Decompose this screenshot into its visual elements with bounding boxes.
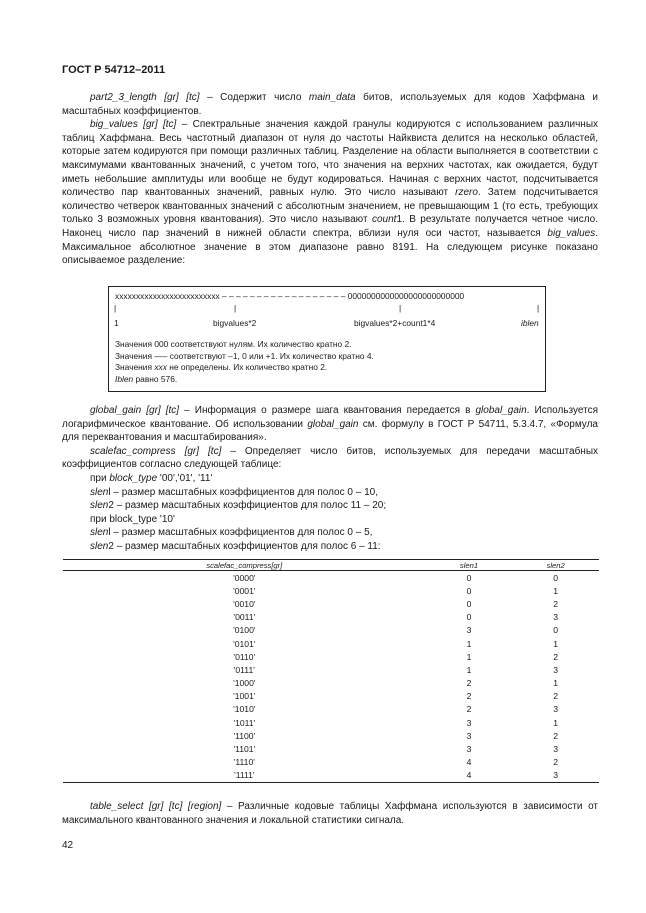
table-cell: 3 bbox=[466, 730, 472, 741]
table-cell: 3 bbox=[553, 612, 559, 623]
table-cell: 2 bbox=[553, 651, 559, 662]
line-slen1-b: slenl – размер масштабных коэффициентов для полос 0 – 5, bbox=[90, 527, 373, 539]
table-row bbox=[63, 571, 599, 585]
table-cell: '1011' bbox=[233, 717, 256, 728]
table-cell: 2 bbox=[466, 678, 472, 689]
paragraph-table-select: table_select [gr] [tc] [region] – Различные кодовые таблицы Хаффмана используются в зависимости от максимального квантованного значения и локальной статистики сигнала. bbox=[62, 801, 599, 826]
scalefac-table bbox=[63, 559, 599, 783]
table-cell: '0001' bbox=[233, 585, 256, 596]
paragraph-scalefac-compress: scalefac_compress [gr] [tc] – Определяет число битов, используемых для передачи масштабных коэффициентов согласно следующей таблице: bbox=[62, 445, 599, 471]
table-row bbox=[63, 756, 599, 769]
tick-mark: | bbox=[114, 303, 117, 313]
tick-mark: | bbox=[537, 303, 540, 313]
label-start: 1 bbox=[114, 318, 119, 328]
partition-line: xxxxxxxxxxxxxxxxxxxxxxxxx – – – – – – – – – – – – – – – – – – 0000000000000000000000000 bbox=[115, 291, 465, 301]
table-cell: 4 bbox=[466, 757, 472, 768]
table-cell: 1 bbox=[466, 664, 472, 675]
table-cell: '1100' bbox=[233, 730, 256, 741]
table-cell: '0101' bbox=[233, 638, 256, 649]
table-row bbox=[63, 729, 599, 742]
tick-mark: | bbox=[234, 303, 237, 313]
paragraph-part2-3-length: part2_3_length [gr] [tc] – Содержит число main_data битов, используемых для кодов Хаффмана и масштабных коэффициентов. bbox=[62, 92, 598, 117]
table-row bbox=[63, 742, 599, 755]
table-row bbox=[63, 677, 599, 690]
table-header: slen1 bbox=[426, 560, 513, 571]
table-cell: 2 bbox=[553, 757, 559, 768]
line-slen1-a: slenl – размер масштабных коэффициентов для полос 0 – 10, bbox=[90, 486, 378, 498]
table-header: slen2 bbox=[512, 560, 599, 571]
table-cell: 3 bbox=[466, 625, 472, 636]
page-number: 42 bbox=[62, 840, 74, 851]
table-body bbox=[63, 571, 599, 783]
table-row bbox=[63, 611, 599, 624]
partition-figure bbox=[108, 286, 546, 392]
table-cell: 3 bbox=[553, 664, 559, 675]
note-iblen: Iblen равно 576. bbox=[115, 373, 178, 384]
label-iblen: iblen bbox=[521, 318, 539, 328]
table-cell: 0 bbox=[466, 598, 472, 609]
table-cell: '0010' bbox=[233, 598, 256, 609]
table-cell: '0000' bbox=[233, 572, 256, 583]
table-cell: 3 bbox=[512, 769, 599, 783]
table-cell: 2 bbox=[466, 704, 472, 715]
text-block-top bbox=[62, 91, 598, 268]
table-row bbox=[63, 597, 599, 610]
table-row bbox=[63, 716, 599, 729]
table-row bbox=[63, 624, 599, 637]
table-cell: '1000' bbox=[233, 678, 256, 689]
table-cell: 3 bbox=[466, 717, 472, 728]
table-row bbox=[63, 650, 599, 663]
table-cell: '1001' bbox=[233, 691, 256, 702]
note-xxx: Значения xxx не определены. Их количество кратно 2. bbox=[115, 362, 328, 372]
table-cell: 2 bbox=[466, 691, 472, 702]
figure-notes bbox=[115, 339, 374, 385]
table-cell: 1 bbox=[553, 678, 559, 689]
table-cell: 0 bbox=[553, 625, 559, 636]
table-row bbox=[63, 663, 599, 676]
table-header-row bbox=[63, 560, 599, 571]
table-cell: 2 bbox=[553, 691, 559, 702]
text-block-bottom bbox=[62, 800, 598, 827]
table-cell: '1110' bbox=[233, 757, 255, 768]
note-zero: Значения 000 соответствуют нулям. Их количество кратно 2. bbox=[115, 339, 352, 349]
line-block-type-2: при block_type '10' bbox=[90, 513, 175, 525]
table-cell: 3 bbox=[553, 704, 559, 715]
line-slen2-b: slen2 – размер масштабных коэффициентов для полос 6 – 11: bbox=[90, 540, 381, 552]
table-cell: '1101' bbox=[233, 744, 256, 755]
table-cell: 4 bbox=[426, 769, 513, 783]
table-header: scalefac_compress[gr] bbox=[63, 560, 426, 571]
label-count1: bigvalues*2+count1*4 bbox=[354, 318, 436, 328]
table-cell: '0011' bbox=[233, 612, 256, 623]
table-row bbox=[63, 769, 599, 783]
text-block-middle bbox=[62, 404, 598, 554]
table-cell: 1 bbox=[466, 651, 472, 662]
table-cell: 2 bbox=[553, 598, 559, 609]
table-cell: 3 bbox=[466, 744, 472, 755]
line-block-type-1: при block_type '00','01', '11' bbox=[90, 472, 213, 484]
table-cell: 3 bbox=[553, 744, 559, 755]
table-cell: 0 bbox=[466, 585, 472, 596]
table-cell: '0110' bbox=[233, 651, 256, 662]
paragraph-global-gain: global_gain [gr] [tc] – Информация о размере шага квантования передается в global_gain. Используется логарифмическое квантование. Об использовании global_gain см. формулу в ГОСТ Р 54711, 5.3.4.7, «Формула для переквантования и масштабирования». bbox=[62, 405, 598, 444]
table-cell: '0100' bbox=[233, 625, 256, 636]
table-row bbox=[63, 690, 599, 703]
table-cell: 1 bbox=[466, 638, 472, 649]
table-row bbox=[63, 703, 599, 716]
table-cell: 2 bbox=[553, 730, 559, 741]
paragraph-big-values: big_values [gr] [tc] – Спектральные значения каждой гранулы кодируются с использованием различных таблиц Хаффмана. Весь частотный диапазон от нуля до частоты Найквиста делится на несколько областей, которые затем кодируются при помощи различных таблиц. Разделение на области выполняется в соответствии с максимумами квантованных значений, с учетом того, что значения на верхних частотах, как ожидается, будут иметь небольшие амплитуды или вообще не будут кодироваться. Начиная с верхних частот, подсчитывается количество пар квантованных значений, равных нулю. Это число называют rzero. Затем подсчитывается количество четверок квантованных значений с абсолютным значением, не превышающим 1 (то есть, требующих только 3 возможных уровня квантования). Это число называют count1. В результате получается четное число. Наконец число пар значений в нижней области спектра, вблизи нуля оси частот, называется big_values. Максимальное абсолютное значение в этом диапазоне равно 8191. На следующем рисунке показано описываемое разделение: bbox=[62, 119, 599, 267]
line-slen2-a: slen2 – размер масштабных коэффициентов для полос 11 – 20; bbox=[90, 500, 387, 512]
table-cell: 0 bbox=[466, 612, 472, 623]
table-cell: 1 bbox=[553, 717, 559, 728]
table-cell: 0 bbox=[466, 572, 472, 583]
table-cell: 0 bbox=[553, 572, 559, 583]
note-dash: Значения —– соответствуют –1, 0 или +1. Их количество кратно 4. bbox=[115, 350, 374, 361]
table-row bbox=[63, 584, 599, 597]
table-cell: '1111' bbox=[63, 769, 426, 783]
tick-mark: | bbox=[399, 303, 402, 313]
table-cell: '0111' bbox=[233, 664, 255, 675]
table-row bbox=[63, 637, 599, 650]
table-cell: 1 bbox=[553, 585, 559, 596]
table-cell: '1010' bbox=[233, 704, 256, 715]
document-header: ГОСТ Р 54712–2011 bbox=[62, 64, 166, 76]
label-bigvalues: bigvalues*2 bbox=[213, 318, 257, 328]
table-cell: 1 bbox=[553, 638, 559, 649]
